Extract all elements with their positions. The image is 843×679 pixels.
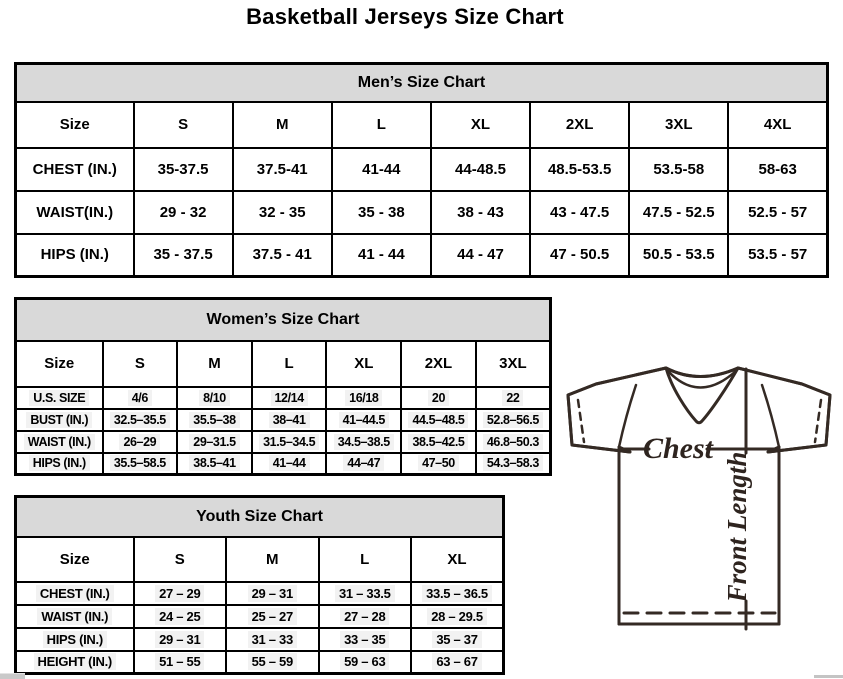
column-header: Size [16, 341, 103, 387]
column-header: M [177, 341, 252, 387]
size-value-cell: 29–31.5 [177, 431, 252, 453]
size-value-cell: 29 – 31 [226, 582, 319, 605]
row-label: WAIST(IN.) [16, 191, 134, 234]
column-header: 2XL [530, 102, 629, 148]
row-label: BUST (IN.) [16, 409, 103, 431]
column-header: Size [16, 537, 134, 582]
chest-label: Chest [642, 432, 714, 465]
size-value-cell: 51 – 55 [134, 651, 227, 674]
row-label: HIPS (IN.) [16, 234, 134, 277]
row-label: CHEST (IN.) [16, 148, 134, 191]
size-value-cell: 35 - 37.5 [134, 234, 233, 277]
row-label: WAIST (IN.) [16, 431, 103, 453]
size-value-cell: 27 – 29 [134, 582, 227, 605]
column-header: XL [431, 102, 530, 148]
column-header: Size [16, 102, 134, 148]
size-value-cell: 33.5 – 36.5 [411, 582, 504, 605]
column-header: L [332, 102, 431, 148]
size-value-cell: 31 – 33 [226, 628, 319, 651]
column-header: S [134, 102, 233, 148]
size-value-cell: 47.5 - 52.5 [629, 191, 728, 234]
jersey-diagram-icon [556, 361, 843, 661]
size-value-cell: 52.8–56.5 [476, 409, 551, 431]
column-header: M [226, 537, 319, 582]
column-header: 4XL [728, 102, 827, 148]
size-value-cell: 29 – 31 [134, 628, 227, 651]
column-header: M [233, 102, 332, 148]
size-value-cell: 53.5 - 57 [728, 234, 827, 277]
size-value-cell: 24 – 25 [134, 605, 227, 628]
size-value-cell: 44–47 [326, 453, 401, 475]
table-title: Men’s Size Chart [16, 64, 828, 102]
size-value-cell: 26–29 [103, 431, 178, 453]
front-length-label: Front Length [722, 451, 752, 603]
size-value-cell: 44 - 47 [431, 234, 530, 277]
row-label: HEIGHT (IN.) [16, 651, 134, 674]
size-value-cell: 44.5–48.5 [401, 409, 476, 431]
size-value-cell: 28 – 29.5 [411, 605, 504, 628]
size-value-cell: 35 – 37 [411, 628, 504, 651]
size-value-cell: 52.5 - 57 [728, 191, 827, 234]
page-title: Basketball Jerseys Size Chart [246, 4, 564, 29]
size-value-cell: 31.5–34.5 [252, 431, 327, 453]
column-header: XL [411, 537, 504, 582]
size-value-cell: 32 - 35 [233, 191, 332, 234]
column-header: S [103, 341, 178, 387]
size-value-cell: 37.5-41 [233, 148, 332, 191]
size-value-cell: 37.5 - 41 [233, 234, 332, 277]
size-value-cell: 43 - 47.5 [530, 191, 629, 234]
row-label: HIPS (IN.) [16, 628, 134, 651]
size-value-cell: 8/10 [177, 387, 252, 409]
mens-size-table [14, 62, 829, 278]
column-header: 3XL [476, 341, 551, 387]
size-value-cell: 16/18 [326, 387, 401, 409]
size-value-cell: 35.5–38 [177, 409, 252, 431]
row-label: CHEST (IN.) [16, 582, 134, 605]
size-value-cell: 4/6 [103, 387, 178, 409]
size-value-cell: 63 – 67 [411, 651, 504, 674]
size-value-cell: 58-63 [728, 148, 827, 191]
size-value-cell: 50.5 - 53.5 [629, 234, 728, 277]
size-value-cell: 38.5–41 [177, 453, 252, 475]
size-value-cell: 35 - 38 [332, 191, 431, 234]
size-value-cell: 35-37.5 [134, 148, 233, 191]
size-value-cell: 34.5–38.5 [326, 431, 401, 453]
column-header: 3XL [629, 102, 728, 148]
youth-size-table [14, 495, 505, 675]
size-value-cell: 32.5–35.5 [103, 409, 178, 431]
size-value-cell: 22 [476, 387, 551, 409]
row-label: WAIST (IN.) [16, 605, 134, 628]
size-value-cell: 33 – 35 [319, 628, 412, 651]
row-label: HIPS (IN.) [16, 453, 103, 475]
jersey-measurement-diagram [556, 361, 843, 661]
size-value-cell: 48.5-53.5 [530, 148, 629, 191]
size-value-cell: 53.5-58 [629, 148, 728, 191]
size-value-cell: 41 - 44 [332, 234, 431, 277]
column-header: L [252, 341, 327, 387]
size-value-cell: 47 - 50.5 [530, 234, 629, 277]
row-label: U.S. SIZE [16, 387, 103, 409]
table-title: Women’s Size Chart [16, 299, 551, 341]
size-value-cell: 44-48.5 [431, 148, 530, 191]
size-value-cell: 41–44.5 [326, 409, 401, 431]
horizontal-scrollbar-thumb[interactable] [0, 673, 25, 679]
size-value-cell: 31 – 33.5 [319, 582, 412, 605]
size-value-cell: 27 – 28 [319, 605, 412, 628]
size-value-cell: 29 - 32 [134, 191, 233, 234]
size-value-cell: 54.3–58.3 [476, 453, 551, 475]
column-header: S [134, 537, 227, 582]
scrollbar-track-fragment[interactable] [814, 675, 843, 678]
size-value-cell: 46.8–50.3 [476, 431, 551, 453]
column-header: 2XL [401, 341, 476, 387]
size-value-cell: 41–44 [252, 453, 327, 475]
size-value-cell: 41-44 [332, 148, 431, 191]
table-title: Youth Size Chart [16, 497, 504, 537]
size-value-cell: 59 – 63 [319, 651, 412, 674]
size-value-cell: 55 – 59 [226, 651, 319, 674]
size-value-cell: 25 – 27 [226, 605, 319, 628]
size-value-cell: 35.5–58.5 [103, 453, 178, 475]
size-value-cell: 20 [401, 387, 476, 409]
womens-size-table [14, 297, 552, 476]
size-value-cell: 38–41 [252, 409, 327, 431]
size-value-cell: 38.5–42.5 [401, 431, 476, 453]
column-header: XL [326, 341, 401, 387]
size-value-cell: 47–50 [401, 453, 476, 475]
column-header: L [319, 537, 412, 582]
size-value-cell: 12/14 [252, 387, 327, 409]
size-value-cell: 38 - 43 [431, 191, 530, 234]
